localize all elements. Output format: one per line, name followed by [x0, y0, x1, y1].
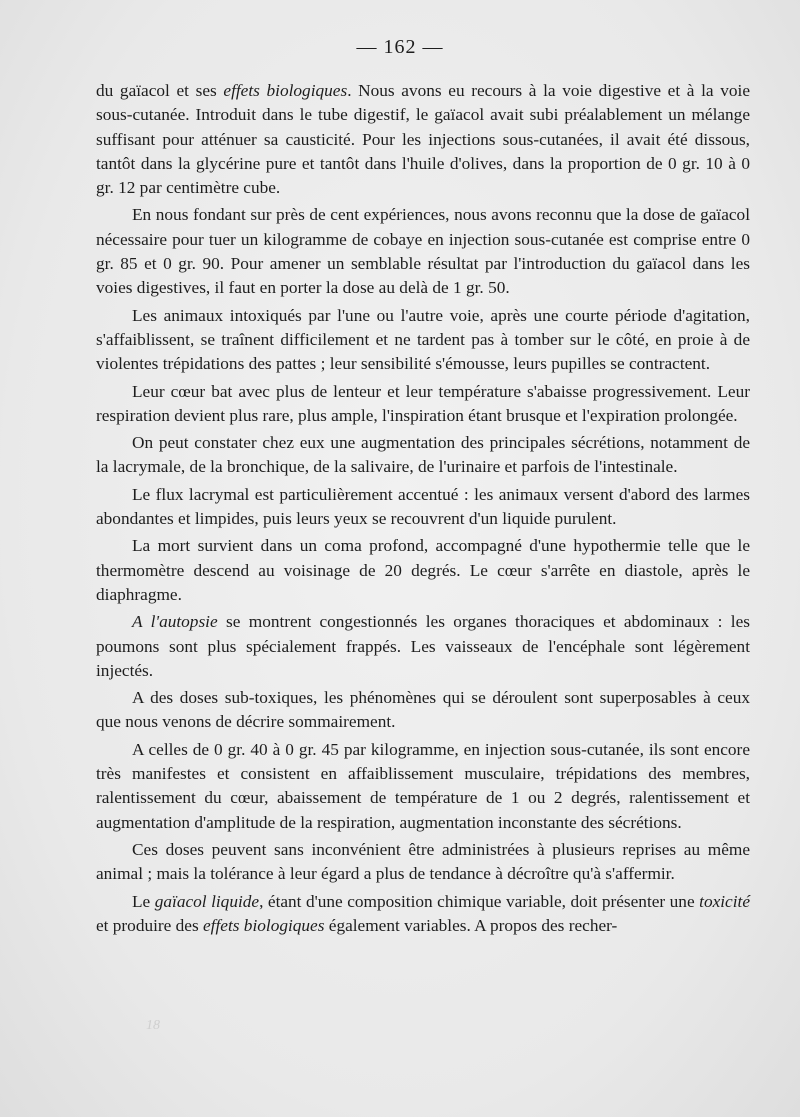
text-run: A celles de 0 gr. 40 à 0 gr. 45 par kilogramme, en injection sous-cutanée, ils sont encore très manifestes et consistent en affaiblissement musculaire, trépidations des membres, ralentissement du cœur, abaissement de température de 1 ou 2 degrés, ralentissement et augmentation d'amplitude de la respiration, augmentation inconstante des sécrétions. — [96, 739, 750, 832]
text-run: On peut constater chez eux une augmentation des principales sécrétions, notamment de la lacrymale, de la bronchique, de la salivaire, de l'urinaire et parfois de l'intestinale. — [96, 433, 750, 477]
text-run: Les animaux intoxiqués par l'une ou l'autre voie, après une courte période d'agitation, s'affaiblissent, se traînent difficilement et ne tardent pas à tomber sur le côté, en proie à de violentes trépidations des pattes ; leur sensibilité s'émousse, leurs pupilles se contractent. — [96, 305, 750, 374]
text-run: . Nous avons eu recours à la voie digestive et à la voie sous-cutanée. Introduit dans le tube digestif, le gaïacol avait subi préalablement un mélange suffisant pour atténuer sa causticité. Pour les injections sous-cutanées, il avait été dissous, tantôt dans la glycérine pure et tantôt dans l'huile d'olives, dans la proportion de 0 gr. 10 à 0 gr. 12 par centimètre cube. — [96, 81, 751, 198]
page-number: — 162 — — [356, 36, 444, 58]
text-run: La mort survient dans un coma profond, accompagné d'une hypothermie telle que le thermomètre descend au voisinage de 20 degrés. Le cœur s'arrête en diastole, après le diaphragme. — [96, 536, 750, 604]
paragraph-9 — [96, 686, 750, 735]
italic-run: effets biologiques — [223, 81, 348, 100]
paragraph-10 — [96, 738, 750, 835]
text-run: Leur cœur bat avec plus de lenteur et leur température s'abaisse progressivement. Leur respiration devient plus rare, plus ample, l'inspiration étant brusque et l'expiration prolongée. — [96, 381, 750, 425]
italic-run: gaïacol liquide — [154, 891, 260, 911]
paragraph-3 — [96, 304, 750, 377]
body-text — [96, 79, 750, 938]
paragraph-12 — [96, 890, 750, 939]
text-run: En nous fondant sur près de cent expériences, nous avons reconnu que la dose de gaïacol nécessaire pour tuer un kilogramme de cobaye en injection sous-cutanée est comprise entre 0 gr. 85 et 0 gr. 90. Pour amener un semblable résultat par l'introduction du gaïacol dans les voies digestives, il faut en porter la dose au delà de 1 gr. 50. — [96, 205, 750, 298]
paragraph-2 — [96, 203, 750, 300]
text-run: Ces doses peuvent sans inconvénient être administrées à plusieurs reprises au même animal ; mais la tolérance à leur égard a plus de tendance à décroître qu'à s'affermir. — [96, 839, 750, 884]
text-run: Le — [132, 891, 155, 911]
bleed-through-mark: 18 — [146, 1018, 160, 1033]
paragraph-5 — [96, 431, 750, 480]
text-run: A des doses sub-toxiques, les phénomènes qui se déroulent sont superposables à ceux que nous venons de décrire sommairement. — [96, 688, 750, 732]
text-run: , étant d'une composition chimique variable, doit présenter une — [259, 891, 700, 911]
italic-run: toxicité — [699, 891, 750, 911]
text-run: et produire des — [96, 915, 204, 935]
italic-run: A l'autopsie — [132, 612, 218, 632]
text-run: Le flux lacrymal est particulièrement accentué : les animaux versent d'abord des larmes abondantes et limpides, puis leurs yeux se recouvrent d'un liquide purulent. — [96, 484, 750, 529]
paragraph-11 — [96, 838, 750, 887]
paragraph-1 — [96, 79, 750, 200]
paragraph-4 — [96, 380, 750, 429]
italic-run: effets biologiques — [203, 915, 325, 935]
paragraph-6 — [96, 483, 750, 532]
paragraph-7 — [96, 534, 750, 607]
paragraph-8 — [96, 610, 750, 683]
text-run: également variables. A propos des recher- — [324, 915, 618, 935]
text-run: se montrent congestionnés les organes thoraciques et abdominaux : les poumons sont plus spécialement frappés. Les vaisseaux de l'encéphale sont légèrement injectés. — [96, 612, 751, 680]
text-run: du gaïacol et ses — [96, 81, 224, 100]
